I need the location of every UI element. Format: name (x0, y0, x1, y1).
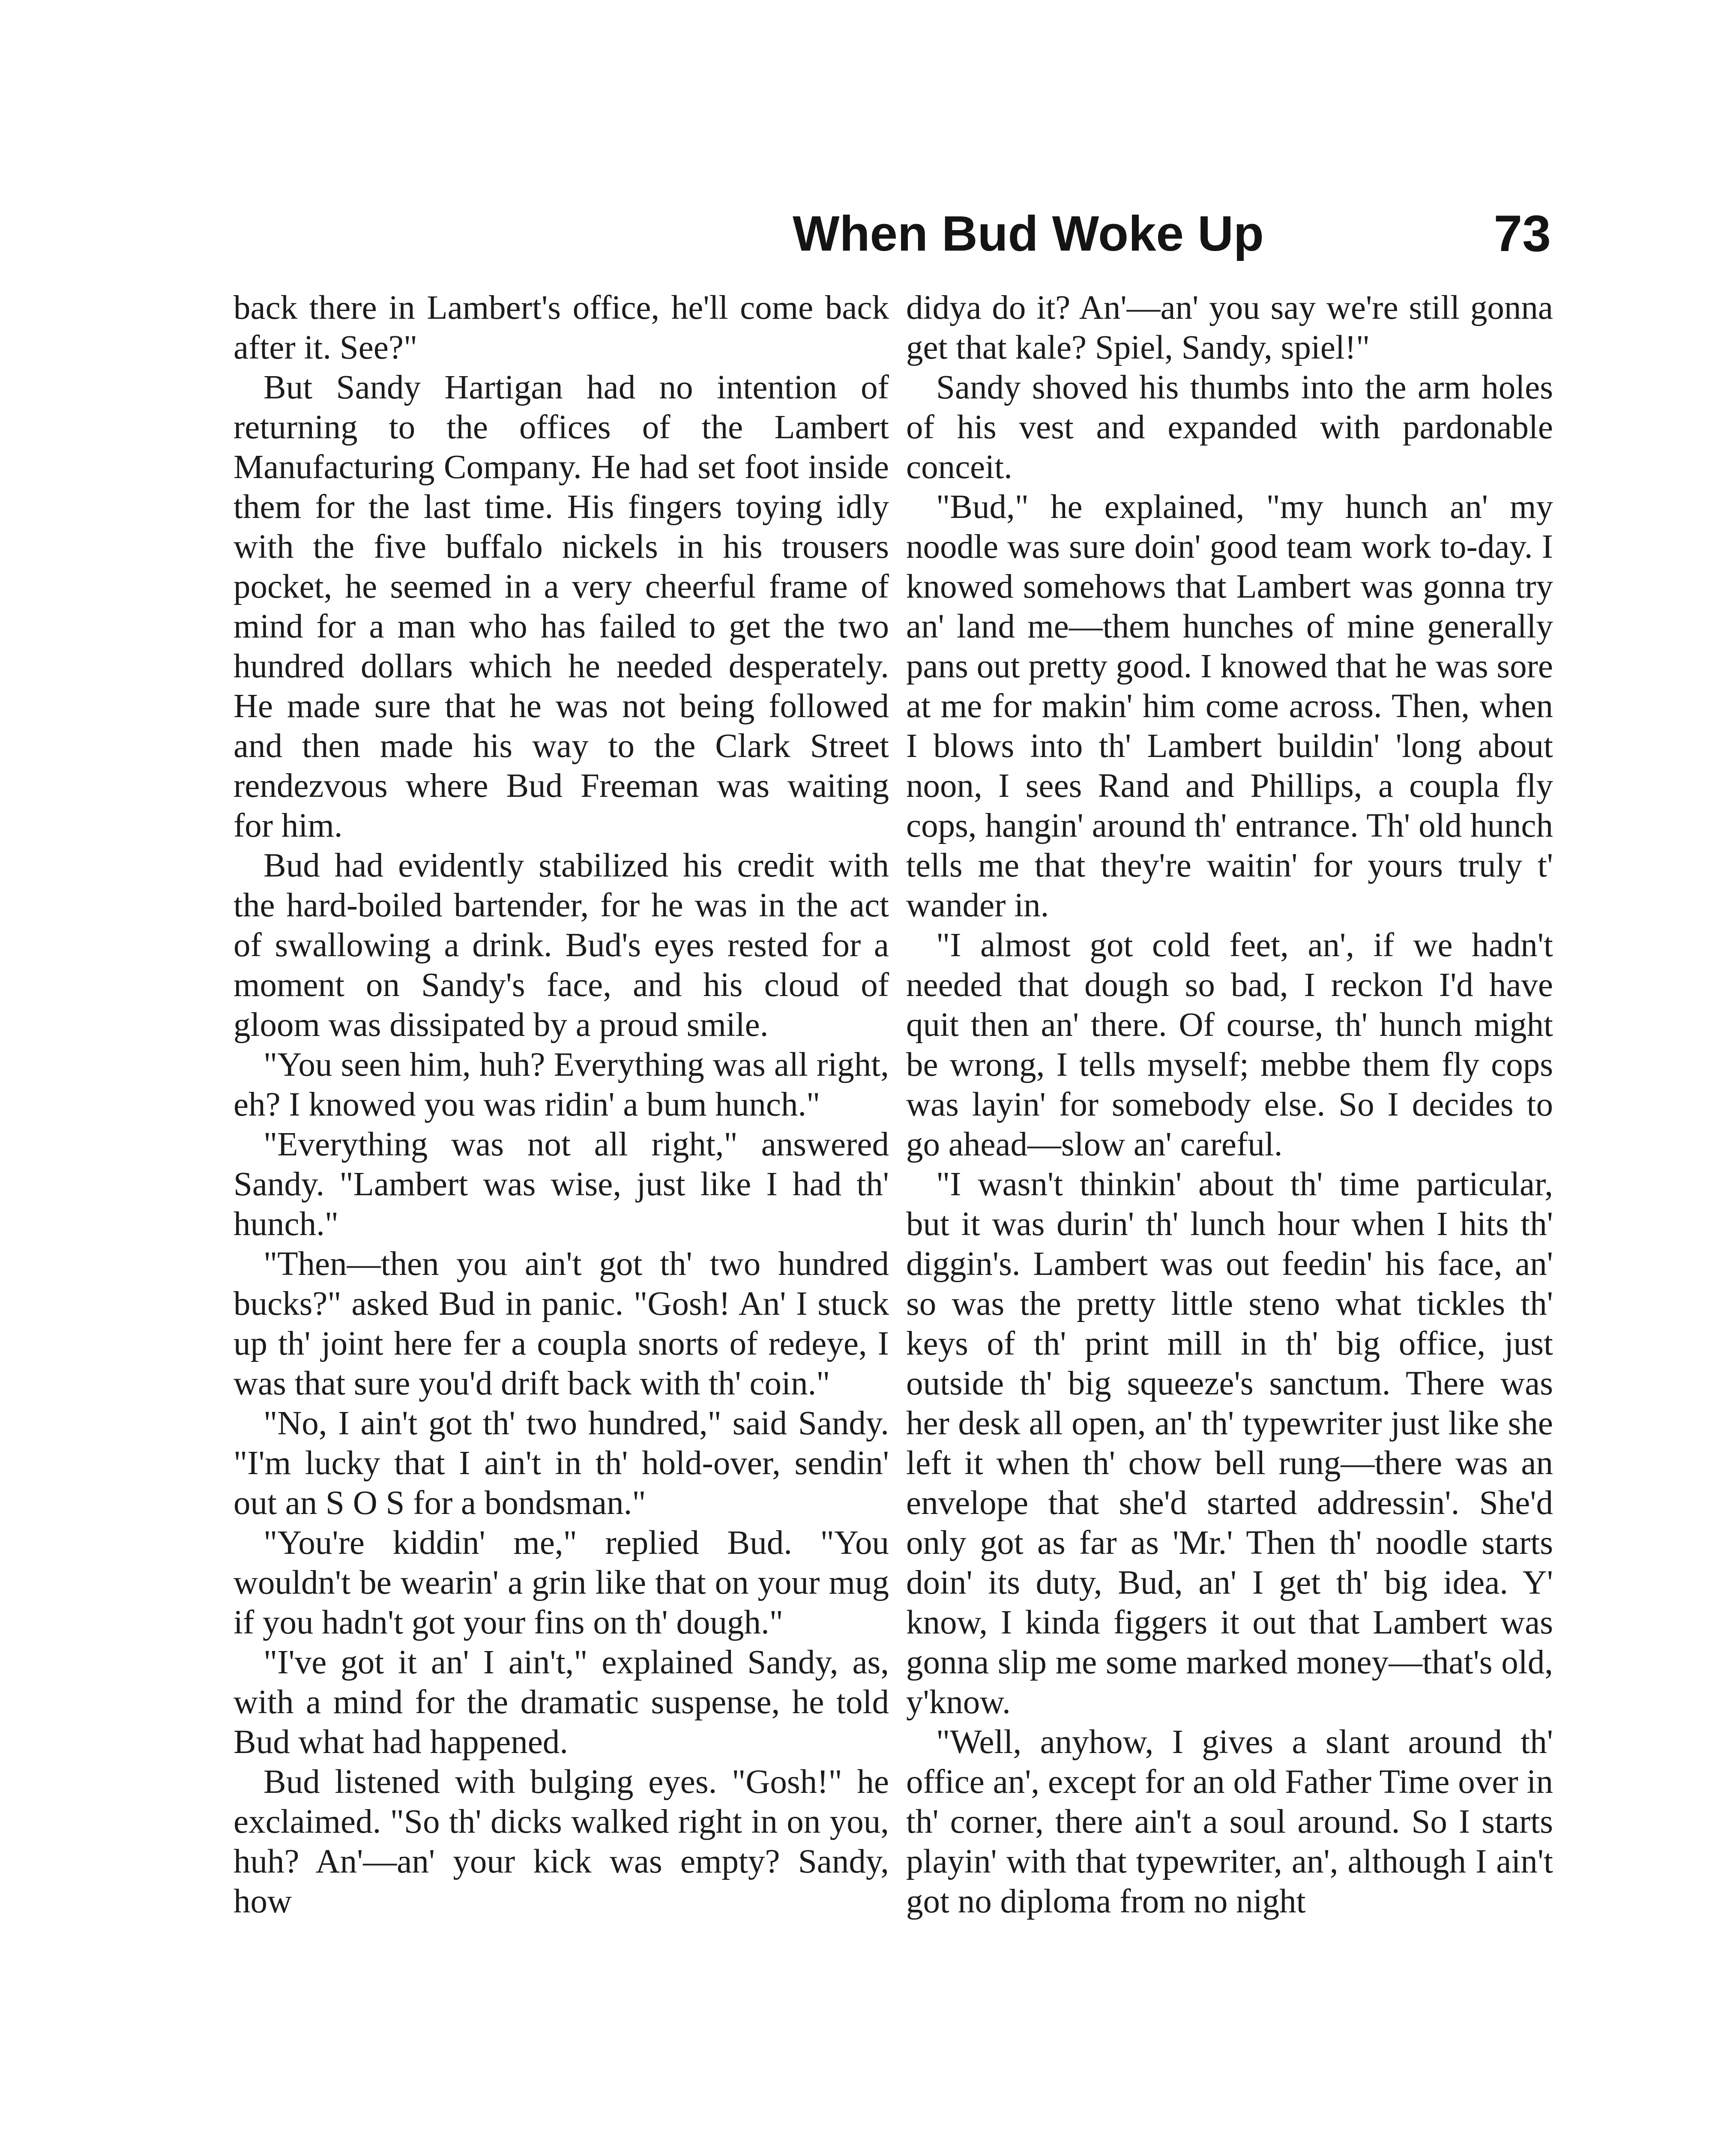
running-title: When Bud Woke Up (793, 206, 1264, 261)
running-head (214, 201, 1551, 274)
paragraph: back there in Lambert's office, he'll come back after it. See?" (233, 289, 889, 366)
paragraph: didya do it? An'—an' you say we're still gonna get that kale? Spiel, Sandy, spiel!" (906, 289, 1553, 366)
paragraph: "You seen him, huh? Everything was all right, eh? I knowed you was ridin' a bum hunch." (233, 1046, 889, 1123)
paragraph: "Well, anyhow, I gives a slant around th' office an', except for an old Father Time over in th' corner, there ain't a soul around. So I starts playin' with that typewriter, an', although I ain't got no diploma from no night (906, 1723, 1553, 1920)
paragraph: Bud listened with bulging eyes. "Gosh!" he exclaimed. "So th' dicks walked right in on you, huh? An'—an' your kick was empty? Sandy, how (233, 1763, 889, 1920)
paragraph: "I almost got cold feet, an', if we hadn't needed that dough so bad, I reckon I'd have quit then an' there. Of course, th' hunch might be wrong, I tells myself; mebbe them fly cops was layin' for somebody else. So I decides to go ahead—slow an' careful. (906, 927, 1553, 1163)
paragraph: "I wasn't thinkin' about th' time particular, but it was durin' th' lunch hour when I hits th' diggin's. Lambert was out feedin' his face, an' so was the pretty little steno what tickles th' keys of th' print mill in th' big office, just outside th' big squeeze's sanctum. There was her desk all open, an' th' typewriter just like she left it when th' chow bell rung—there was an envelope that she'd started addressin'. She'd only got as far as 'Mr.' Then th' noodle starts doin' its duty, Bud, an' I get th' big idea. Y' know, I kinda figgers it out that Lambert was gonna slip me some marked money—that's old, y'know. (906, 1166, 1553, 1721)
paragraph: Bud had evidently stabilized his credit with the hard-boiled bartender, for he was in the act of swallowing a drink. Bud's eyes rested for a moment on Sandy's face, and his cloud of gloom was dissipated by a proud smile. (233, 847, 889, 1044)
paragraph: "Everything was not all right," answered Sandy. "Lambert was wise, just like I had th' hunch." (233, 1126, 889, 1243)
left-column (233, 288, 889, 1921)
paragraph: "Then—then you ain't got th' two hundred bucks?" asked Bud in panic. "Gosh! An' I stuck up th' joint here fer a coupla snorts of redeye, I was that sure you'd drift back with th' coin." (233, 1245, 889, 1402)
right-column (906, 288, 1553, 1921)
paragraph: "Bud," he explained, "my hunch an' my noodle was sure doin' good team work to-day. I knowed somehows that Lambert was gonna try an' land me—them hunches of mine generally pans out pretty good. I knowed that he was sore at me for makin' him come across. Then, when I blows into th' Lambert buildin' 'long about noon, I sees Rand and Phillips, a coupla fly cops, hangin' around th' entrance. Th' old hunch tells me that they're waitin' for yours truly t' wander in. (906, 488, 1553, 924)
paragraph: "You're kiddin' me," replied Bud. "You wouldn't be wearin' a grin like that on your mug if you hadn't got your fins on th' dough." (233, 1524, 889, 1641)
page-number: 73 (1494, 205, 1551, 262)
paragraph: "No, I ain't got th' two hundred," said Sandy. "I'm lucky that I ain't in th' hold-over, sendin' out an S O S for a bondsman." (233, 1405, 889, 1522)
paragraph: But Sandy Hartigan had no intention of returning to the offices of the Lambert Manufacturing Company. He had set foot inside them for the last time. His fingers toying idly with the five buffalo nickels in his trousers pocket, he seemed in a very cheerful frame of mind for a man who has failed to get the two hundred dollars which he needed desperately. He made sure that he was not being followed and then made his way to the Clark Street rendezvous where Bud Freeman was waiting for him. (233, 369, 889, 844)
paragraph: "I've got it an' I ain't," explained Sandy, as, with a mind for the dramatic suspense, he told Bud what had happened. (233, 1644, 889, 1761)
paragraph: Sandy shoved his thumbs into the arm holes of his vest and expanded with pardonable conceit. (906, 369, 1553, 486)
